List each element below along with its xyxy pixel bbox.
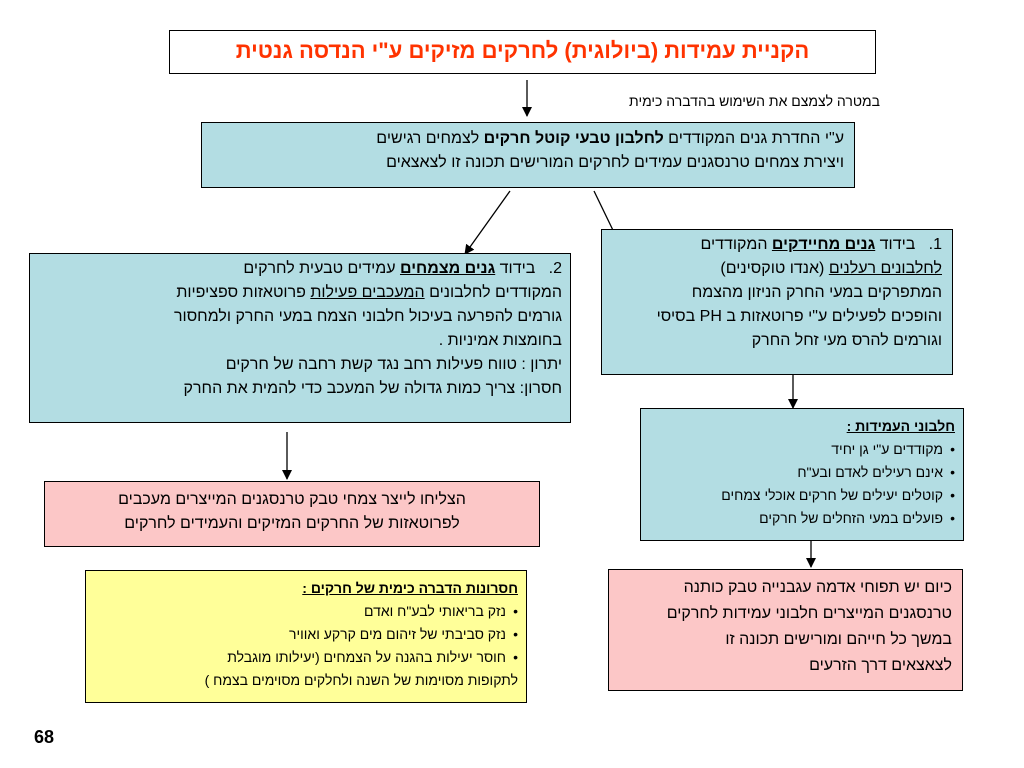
method-2-line-2 (38, 281, 562, 305)
main-line-2: ויצירת צמחים טרנסגנים עמידים לחרקים המורישים תכונה זו לצאצאים (386, 154, 844, 171)
list-item: • חוסר יעילות בהגנה על הצמחים (יעילותו מוגבלת (94, 646, 518, 669)
method-2-proteases: פרוטאזות ספציפיות (176, 284, 311, 301)
method-2-box (29, 253, 571, 423)
method-2-inhibitors: המעכבים פעילות (310, 284, 425, 301)
result-1-box (608, 569, 963, 691)
method-1-toxic-proteins: לחלבונים רעלנים (828, 260, 942, 277)
method-2-pre: בידוד (495, 260, 536, 277)
list-item: • מקודדים ע"י גן יחיד (649, 438, 955, 461)
result-1-line-2: טרנסגנים המייצרים חלבוני עמידות לחרקים (666, 605, 952, 622)
chemical-control-list (94, 600, 518, 669)
method-2-line-3: גורמים להפרעה בעיכול חלבוני הצמח במעי החרק ולמחסור (173, 308, 562, 325)
method-2-number: 2. (548, 260, 562, 277)
method-1-number: 1. (928, 236, 942, 253)
main-box (201, 122, 855, 188)
goal-caption: במטרה לצמצם את השימוש בהדברה כימית (629, 93, 880, 109)
method-1-line-3: המתפרקים במעי החרק הניזון מהצמח (691, 284, 942, 301)
method-1-line-4: והופכים לפעילים ע"י פרוטאזות ב PH בסיסי (656, 308, 942, 325)
resistance-proteins-heading: חלבוני העמידות : (846, 418, 955, 434)
main-line-1-bold: לחלבון טבעי קוטל חרקים (483, 130, 664, 147)
method-1-line-1 (612, 233, 942, 257)
list-item: • קוטלים יעילים של חרקים אוכלי צמחים (649, 484, 955, 507)
result-1-line-4: לצאצאים דרך הזרעים (809, 657, 952, 674)
method-1-endotoxins: (אנדו טוקסינים) (720, 260, 829, 277)
method-2-post: עמידים טבעית לחרקים (243, 260, 400, 277)
resistance-proteins-list (649, 438, 955, 530)
method-1-line-2 (612, 257, 942, 281)
method-2-genes-from-plants: גנים מצמחים (399, 260, 496, 277)
method-2-line-4: בחומצות אמיניות . (438, 332, 562, 349)
list-item: • פועלים במעי הזחלים של חרקים (649, 507, 955, 530)
method-1-pre: בידוד (875, 236, 916, 253)
chemical-control-box (85, 570, 527, 703)
list-item: • נזק בריאותי לבע"ח ואדם (94, 600, 518, 623)
page-title: הקניית עמידות (ביולוגית) לחרקים מזיקים ע"י הנדסה גנטית (235, 38, 810, 63)
method-1-genes-from-bacteria: גנים מחיידקים (771, 236, 876, 253)
method-2-advantage: יתרון : טווח פעילות רחב נגד קשת רחבה של חרקים (225, 356, 562, 373)
result-2-line-1: הצליחו לייצר צמחי טבק טרנסגנים המייצרים מעכבים (118, 491, 466, 508)
method-2-disadvantage: חסרון: צריך כמות גדולה של המעכב כדי להמית את החרק (183, 380, 562, 397)
page-number: 68 (34, 727, 55, 747)
method-2-line-1 (38, 257, 562, 281)
main-line-1-suffix: לצמחים רגישים (376, 130, 484, 147)
title-box (169, 30, 876, 74)
list-item: • אינם רעילים לאדם ובע"ח (649, 461, 955, 484)
result-1-line-3: במשך כל חייהם ומורישים תכונה זו (725, 631, 952, 648)
method-1-line-5: וגורמים להרס מעי זחל החרק (751, 332, 942, 349)
result-2-line-2: לפרוטאזות של החרקים המזיקים והעמידים לחרקים (124, 515, 460, 532)
method-1-post: המקודדים (700, 236, 772, 253)
chemical-control-heading: חסרונות הדברה כימית של חרקים : (302, 580, 518, 596)
method-2-pre2: המקודדים לחלבונים (424, 284, 562, 301)
main-line-1 (212, 127, 844, 151)
chemical-control-continuation: לתקופות מסוימות של השנה ולחלקים מסוימים בצמח ) (204, 672, 518, 688)
method-1-box (601, 229, 953, 375)
main-line-1-prefix: ע"י החדרת גנים המקודדים (663, 130, 844, 147)
list-item: • נזק סביבתי של זיהום מים קרקע ואוויר (94, 623, 518, 646)
arrow-main-to-method2 (465, 191, 510, 254)
resistance-proteins-box (640, 408, 964, 541)
result-2-box (44, 481, 540, 547)
result-1-line-1: כיום יש תפוחי אדמה עגבנייה טבק כותנה (683, 579, 952, 596)
